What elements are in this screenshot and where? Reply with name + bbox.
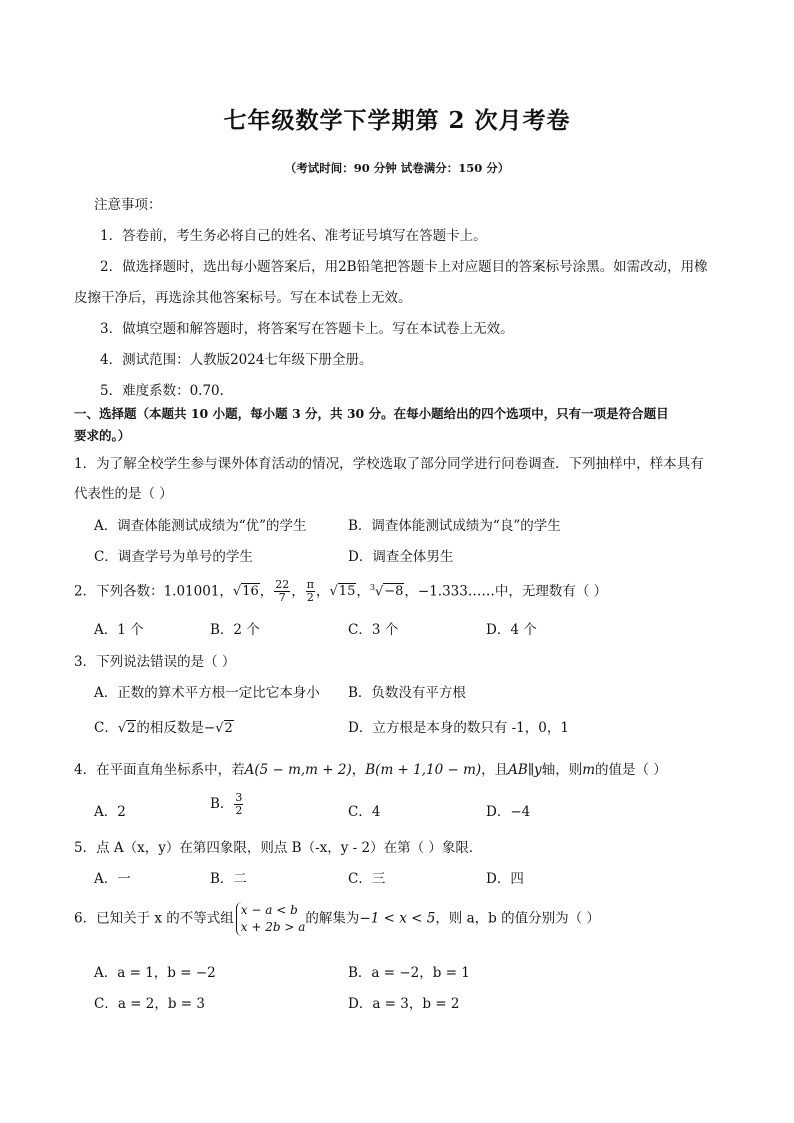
section-heading: 一、选择题（本题共 10 小题，每小题 3 分，共 30 分。在每小题给出的四个选项中，只有一项是符合题目 bbox=[74, 406, 669, 421]
q4-option-b: B． $\frac{3}{2}$ bbox=[210, 791, 243, 817]
notice-item: 3．做填空题和解答题时，将答案写在答题卡上。写在本试卷上无效。 bbox=[100, 321, 514, 337]
parallel-expr: AB∥y bbox=[508, 762, 542, 778]
notice-item: 4．测试范围：人教版2024七年级下册全册。 bbox=[100, 352, 373, 368]
question-6-stem: 6．已知关于 x 的不等式组 x − a < b x + 2b > a 的解集为−1 < x < 5，则 a，b 的值分别为（ ） bbox=[74, 903, 600, 934]
solution-range: −1 < x < 5 bbox=[359, 910, 436, 927]
question-4-stem: 4．在平面直角坐标系中，若A(5 − m,m + 2)，B(m + 1,10 − m)，且AB∥y轴，则m的值是（ ） bbox=[74, 762, 667, 778]
exam-info: （考试时间：90 分钟 试卷满分：150 分） bbox=[284, 161, 510, 175]
q3-option-c: C．√2的相反数是−√2 bbox=[94, 720, 233, 736]
q2-option-a: A．1 个 bbox=[94, 622, 144, 638]
q3-option-b: B．负数没有平方根 bbox=[348, 685, 466, 701]
notice-item: 1．答卷前，考生务必将自己的姓名、准考证号填写在答题卡上。 bbox=[100, 228, 487, 244]
q3-option-a: A．正数的算术平方根一定比它本身小 bbox=[94, 685, 320, 701]
page-title: 七年级数学下学期第 2 次月考卷 bbox=[223, 107, 571, 134]
q4-option-c: C．4 bbox=[348, 804, 381, 820]
point-b-expr: B(m + 1,10 − m) bbox=[365, 762, 482, 778]
q1-option-b: B．调查体能测试成绩为“良”的学生 bbox=[348, 518, 561, 534]
notice-item: 2．做选择题时，选出每小题答案后，用2B铅笔把答题卡上对应题目的答案标号涂黑。如需改动，用橡 bbox=[100, 259, 708, 275]
fraction-22-7: $\frac{22}{7}$ bbox=[275, 578, 290, 605]
fraction-pi-2: $\frac{\pi}{2}$ bbox=[306, 578, 314, 605]
question-1-stem-continued: 代表性的是（ ） bbox=[74, 486, 173, 502]
q2-tail: 中，无理数有（ ） bbox=[494, 583, 608, 600]
sqrt-15: √15 bbox=[329, 584, 356, 600]
q6-option-d: D．a = 3，b = 2 bbox=[348, 996, 460, 1012]
question-2-stem: 2．下列各数：1.01001，√16， $\frac{22}{7}$ ， $\frac{\pi}{2}$ ，√15，$^3$√−8，−1.333……中，无理数有（ ） bbox=[74, 573, 607, 607]
q5-option-a: A．一 bbox=[94, 871, 131, 887]
sqrt-2: √2 bbox=[117, 721, 136, 736]
fraction-3-2: $\frac{3}{2}$ bbox=[235, 791, 243, 817]
notice-item: 5．难度系数：0.70. bbox=[100, 383, 224, 399]
question-1-stem: 1．为了解全校学生参与课外体育活动的情况，学校选取了部分同学进行问卷调查．下列抽样中，样本具有 bbox=[74, 456, 704, 472]
q5-option-b: B．二 bbox=[210, 871, 247, 887]
q1-option-a: A．调查体能测试成绩为“优”的学生 bbox=[94, 518, 307, 534]
q5-option-d: D．四 bbox=[486, 871, 524, 887]
q2-option-c: C．3 个 bbox=[348, 622, 399, 638]
sqrt-2: √2 bbox=[215, 721, 233, 736]
sqrt-16: √16 bbox=[232, 584, 259, 600]
q6-option-c: C．a = 2，b = 3 bbox=[94, 996, 205, 1012]
inequality-system: x − a < b x + 2b > a bbox=[236, 902, 306, 936]
q1-option-c: C．调查学号为单号的学生 bbox=[94, 549, 253, 565]
repeating-number: −1.333…… bbox=[417, 583, 495, 600]
q3-option-d: D．立方根是本身的数只有 -1，0，1 bbox=[348, 720, 569, 736]
q6-option-a: A．a = 1，b = −2 bbox=[94, 965, 216, 981]
q4-option-a: A．2 bbox=[94, 804, 126, 820]
q4-option-d: D．−4 bbox=[486, 804, 531, 820]
q2-lead: 2．下列各数：1.01001， bbox=[74, 583, 233, 600]
section-heading-continued: 要求的。） bbox=[74, 428, 131, 443]
q2-option-d: D．4 个 bbox=[486, 622, 537, 638]
notice-item-continued: 皮擦干净后，再选涂其他答案标号。写在本试卷上无效。 bbox=[74, 290, 412, 306]
q2-option-b: B．2 个 bbox=[210, 622, 260, 638]
point-a-expr: A(5 − m,m + 2) bbox=[244, 762, 352, 778]
q6-option-b: B．a = −2，b = 1 bbox=[348, 965, 470, 981]
cube-root-neg-8: $^3$√−8 bbox=[369, 583, 404, 600]
question-3-stem: 3．下列说法错误的是（ ） bbox=[74, 654, 236, 670]
q5-option-c: C．三 bbox=[348, 871, 386, 887]
q1-option-d: D．调查全体男生 bbox=[348, 549, 454, 565]
notice-heading: 注意事项： bbox=[94, 197, 162, 213]
question-5-stem: 5．点 A（x，y）在第四象限，则点 B（-x，y - 2）在第（ ）象限． bbox=[74, 840, 483, 856]
